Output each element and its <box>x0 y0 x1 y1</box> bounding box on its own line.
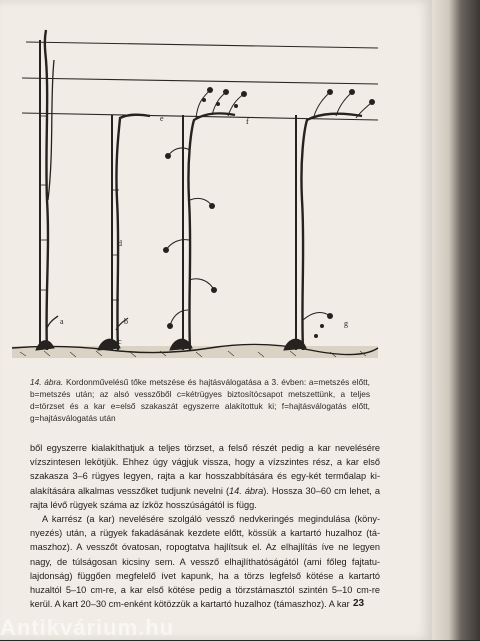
figure-caption <box>30 376 370 424</box>
page-number: 23 <box>353 598 365 609</box>
watermark: Antikvárium.hu <box>0 615 175 640</box>
paragraph-1-text: ből egyszerre kialakíthatjuk a teljes törzset, a felső részét pedig a kar nevelésére vízszintesen lekötjük. Ehhez úgy vágjuk vissza, hogy a vízszintes rész, a kar első szakasza 3–6 rügyes legyen, rajta a kar hosszabbítására és egy-két termőalap kialakítására alkalmas vesszőket tudjunk nevelni ( <box>30 443 380 496</box>
paragraph-2: A karrész (a kar) nevelésére szolgáló vessző nedvkeringés megindulása (könynyezés) után, a rügyek fakadásának kezdete előtt, kössük a kartartó huzalhoz (támaszhoz). A vesszőt óvatosan, ropogtatva hajlítsuk el. Az elhajlítás íve ne legyen nagy, de túlságosan kicsiny sem. A vessző elhajlíthatóságától (ami főleg fajtatulajdonság) függően megfelelő ívet kapunk, ha a törzs legfelső kötése a kartartó huzaltól 5–10 cm-re, a kar első kötése pedig a törzstámasztól szintén 5–10 cm-re kerül. A kart 20–30 cm-enként kötözzük a kartartó huzalhoz (támaszhoz). A kar <box>30 514 380 610</box>
middle-wire <box>22 78 378 84</box>
plant-a <box>36 30 58 350</box>
paragraph-1-figure-ref: 14. ábra <box>229 485 264 496</box>
paragraph-1 <box>30 441 380 512</box>
label-e: e <box>160 114 164 123</box>
body-text <box>30 441 380 611</box>
label-d: d <box>118 239 122 248</box>
caption-text: Kordonművelésű tőke metszése és hajtásválogatása a 3. évben: a=metszés előtt, b=metszés után; az alsó vesszőből c=kétrügyes biztosítócsapot metszettünk, a teljes d=törzset és a kar e=első szakaszát egyszerre alakítottuk ki; f=hajtásválogatás előtt, g=hajtásválogatás után <box>30 377 370 423</box>
label-f: f <box>246 117 249 126</box>
page-edge-shadow <box>432 0 480 640</box>
plant-g <box>284 89 375 350</box>
upper-wire <box>26 42 378 48</box>
plant-f <box>163 87 247 350</box>
label-g: g <box>344 319 348 328</box>
label-b: b <box>124 317 128 326</box>
caption-figure-ref: 14. ábra. <box>30 377 64 387</box>
plant-b <box>98 115 150 350</box>
label-a: a <box>60 317 64 326</box>
paragraph-1-end: ). Hossza 30–60 cm lehet, a rajta lévő rügyek száma az ízköz hosszúságától is függ. <box>30 485 381 510</box>
label-c: c <box>118 337 122 346</box>
